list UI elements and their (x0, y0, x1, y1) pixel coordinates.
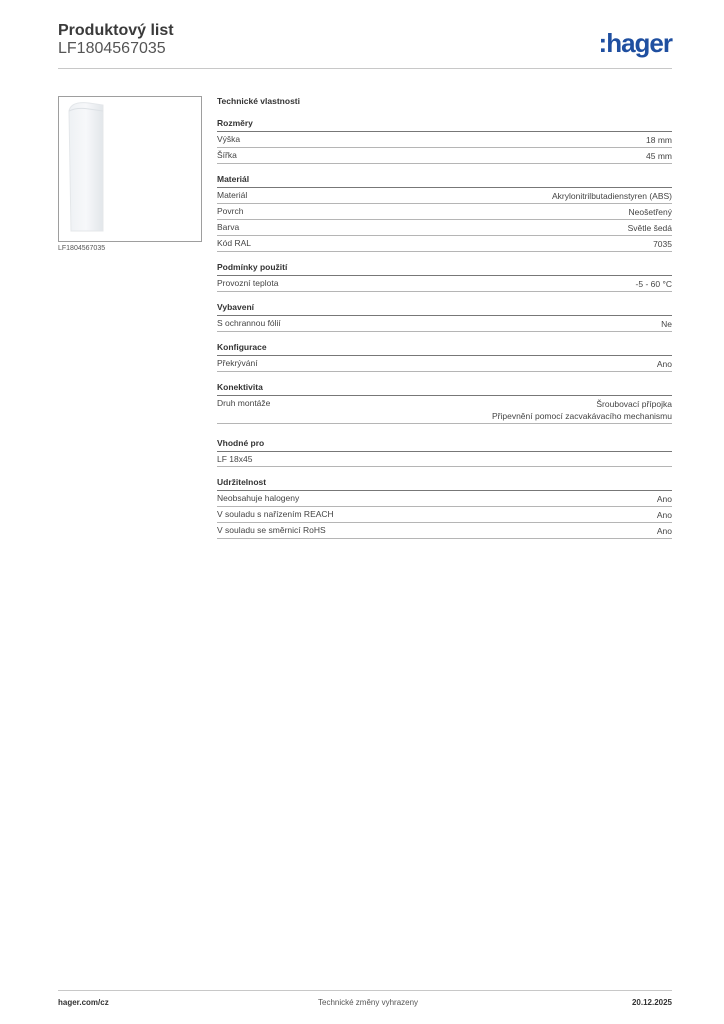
spec-row (217, 236, 672, 252)
spec-value (653, 238, 672, 250)
section-heading: Rozměry (217, 118, 672, 132)
section-heading: Konektivita (217, 382, 672, 396)
spec-value-line: 7035 (653, 239, 672, 249)
spec-value-line: Ano (656, 510, 672, 520)
spec-label: Neobsahuje halogeny (217, 493, 300, 503)
spec-value-line: Světle šedá (627, 223, 672, 233)
spec-row (217, 188, 672, 204)
section-heading: Konfigurace (217, 342, 672, 356)
spec-row (217, 148, 672, 164)
spec-value (636, 278, 672, 290)
spec-value (646, 150, 672, 162)
spec-section (217, 342, 672, 372)
spec-row (217, 396, 672, 424)
spec-value (492, 398, 672, 422)
spec-value (657, 358, 672, 370)
spec-section (217, 438, 672, 467)
spec-value-line: Ne (661, 319, 672, 329)
image-caption: LF1804567035 (58, 245, 106, 252)
spec-value-line: Připevnění pomocí zacvakávacího mechanismu (491, 411, 672, 421)
spec-row (217, 204, 672, 220)
spec-row (217, 132, 672, 148)
spec-row (217, 491, 672, 507)
spec-section (217, 382, 672, 424)
spec-section (217, 262, 672, 292)
section-heading: Udržitelnost (217, 477, 672, 491)
spec-label: Překrývání (217, 358, 258, 368)
spec-value (552, 190, 672, 202)
spec-value-line: 18 mm (646, 135, 672, 145)
spec-row (217, 523, 672, 539)
spec-label: Výška (217, 134, 241, 144)
specs-title: Technické vlastnosti (217, 96, 300, 106)
document-title: Produktový list (58, 22, 174, 39)
spec-label: Provozní teplota (217, 278, 279, 288)
spec-label: Šířka (217, 150, 237, 160)
spec-section (217, 302, 672, 332)
spec-label: Barva (217, 222, 240, 232)
spec-value-line: Akrylonitrilbutadienstyren (ABS) (552, 191, 672, 201)
cable-trunking-cap-icon (59, 97, 201, 241)
technical-specs (217, 96, 672, 549)
spec-value-line: Ano (656, 494, 672, 504)
spec-value (657, 525, 672, 537)
spec-value-line: 45 mm (646, 151, 672, 161)
section-heading: Vhodné pro (217, 438, 672, 452)
spec-section (217, 118, 672, 164)
spec-label: S ochrannou fólií (217, 318, 281, 328)
spec-row (217, 452, 672, 467)
footer-divider (58, 990, 672, 991)
spec-label: Kód RAL (217, 238, 252, 248)
spec-value (629, 206, 672, 218)
spec-value (657, 509, 672, 521)
spec-section (217, 174, 672, 252)
spec-label: V souladu se směrnicí RoHS (217, 525, 326, 535)
spec-row (217, 276, 672, 292)
spec-value-line: Ano (656, 359, 672, 369)
spec-value-line: Šroubovací přípojka (596, 399, 672, 409)
spec-value-line: -5 - 60 °C (635, 279, 672, 289)
spec-label: Druh montáže (217, 398, 271, 408)
spec-row (217, 316, 672, 332)
section-heading: Vybavení (217, 302, 672, 316)
spec-sections (217, 118, 672, 539)
spec-value-line: Ano (656, 526, 672, 536)
spec-row (217, 220, 672, 236)
section-heading: Materiál (217, 174, 672, 188)
spec-value (661, 318, 672, 330)
spec-value (657, 493, 672, 505)
spec-label: Povrch (217, 206, 244, 216)
spec-row (217, 356, 672, 372)
section-heading: Podmínky použití (217, 262, 672, 276)
product-code: LF1804567035 (58, 40, 166, 57)
spec-section (217, 477, 672, 539)
spec-label: Materiál (217, 190, 248, 200)
page-header (58, 22, 672, 68)
hager-logo: :hager (598, 28, 672, 58)
footer-notice: Technické změny vyhrazeny (318, 998, 419, 1007)
spec-value (646, 134, 672, 146)
spec-value (628, 222, 672, 234)
spec-row (217, 507, 672, 523)
footer-website[interactable]: hager.com/cz (58, 998, 109, 1007)
spec-value-line: Neošetřený (628, 207, 672, 217)
product-image (58, 96, 202, 242)
header-divider (58, 68, 672, 69)
footer-date: 20.12.2025 (631, 998, 672, 1007)
spec-label: V souladu s nařízením REACH (217, 509, 334, 519)
spec-label: LF 18x45 (217, 454, 253, 464)
